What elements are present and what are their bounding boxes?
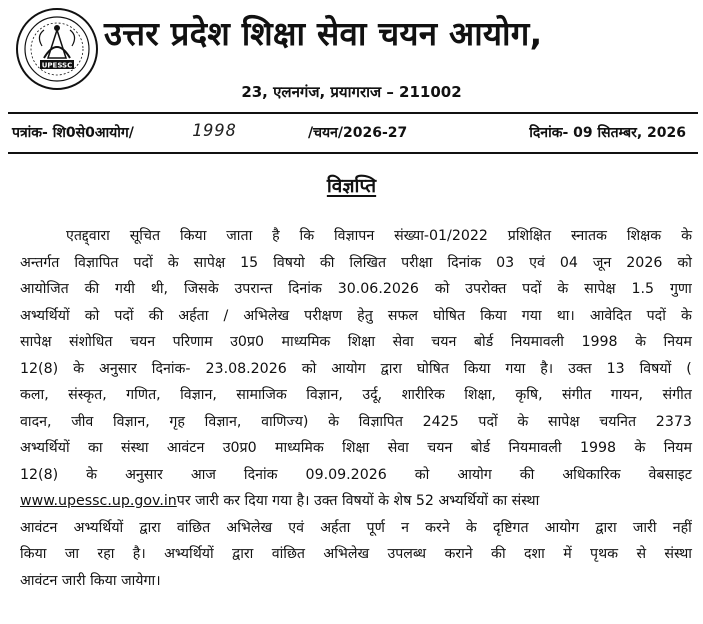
- body-line: आवंटन जारी किया जायेगा।: [20, 572, 161, 589]
- body-line: कला, संस्कृत, गणित, विज्ञान, सामाजिक विज्ञान, उर्दू, शारीरिक शिक्षा, कृषि, संगीत गायन, संगीत: [20, 387, 692, 403]
- notice-heading: [0, 172, 703, 200]
- body-line: आयोजित की गयी थी, जिसके उपरान्त दिनांक 30.06.2026 को उपरोक्त पदों के सापेक्ष 1.5 गुणा: [20, 281, 692, 297]
- divider-bottom: [8, 152, 698, 154]
- divider-top: [8, 112, 698, 114]
- website-link[interactable]: www.upessc.up.gov.in: [20, 493, 177, 509]
- handwritten-number: 1998: [192, 121, 237, 141]
- notice-body: [20, 223, 692, 594]
- body-line: अभ्यर्थियों को पदों की अर्हता / अभिलेख परीक्षण हेतु सफल घोषित किया गया था। आवेदित पदों के: [20, 307, 692, 324]
- body-line: 12(8) के अनुसार दिनांक- 23.08.2026 को आयोग द्वारा घोषित किया गया है। उक्त 13 विषयों (: [20, 360, 692, 377]
- body-line: वादन, जीव विज्ञान, गृह विज्ञान, वाणिज्य) के विज्ञापित 2425 पदों के सापेक्ष चयनित 2373: [20, 413, 692, 430]
- notice-date: दिनांक- 09 सितम्बर, 2026: [529, 125, 686, 141]
- organization-address: 23, एलनगंज, प्रयागराज – 211002: [241, 83, 462, 101]
- notice-heading-text: विज्ञप्ति: [326, 175, 377, 197]
- body-line: सापेक्ष संशोधित चयन परिणाम उ0प्र0 माध्यमिक शिक्षा सेवा चयन बोर्ड नियमावली 1998 के नियम: [20, 334, 692, 350]
- body-line-text: पर जारी कर दिया गया है। उक्त विषयों के शेष 52 अभ्यर्थियों का संस्था: [176, 493, 540, 509]
- chayan-year: /चयन/2026-27: [308, 125, 408, 141]
- body-line: आवंटन अभ्यर्थियों द्वारा वांछित अभिलेख एवं अर्हता पूर्ण न करने के दृष्टिगत आयोग द्वारा जारी नहीं: [20, 519, 692, 536]
- organization-title: उत्तर प्रदेश शिक्षा सेवा चयन आयोग,: [104, 14, 543, 53]
- body-line: अन्तर्गत विज्ञापित पदों के सापेक्ष 15 विषयो की लिखित परीक्षा दिनांक 03 एवं 04 जून 2026 को: [20, 254, 692, 271]
- body-line-with-link: [20, 488, 692, 515]
- body-line: किया जा रहा है। अभ्यर्थियों द्वारा वांछित अभिलेख उपलब्ध कराने की दशा में पृथक से संस्था: [20, 546, 692, 562]
- body-line: एतद्द्वारा सूचित किया जाता है कि विज्ञापन संख्या-01/2022 प्रशिक्षित स्नातक शिक्षक के: [66, 228, 692, 244]
- body-line: 12(8) के अनुसार आज दिनांक 09.09.2026 को आयोग की अधिकारिक वेबसाइट: [20, 466, 692, 483]
- emblem-text: UPESSC: [41, 61, 73, 70]
- reference-row: [8, 118, 698, 148]
- body-line: अभ्यर्थियों का संस्था आवंटन उ0प्र0 माध्यमिक शिक्षा सेवा चयन बोर्ड नियमावली 1998 के नियम: [20, 440, 692, 456]
- patrank-label: पत्रांक- शि0से0आयोग/: [12, 125, 134, 141]
